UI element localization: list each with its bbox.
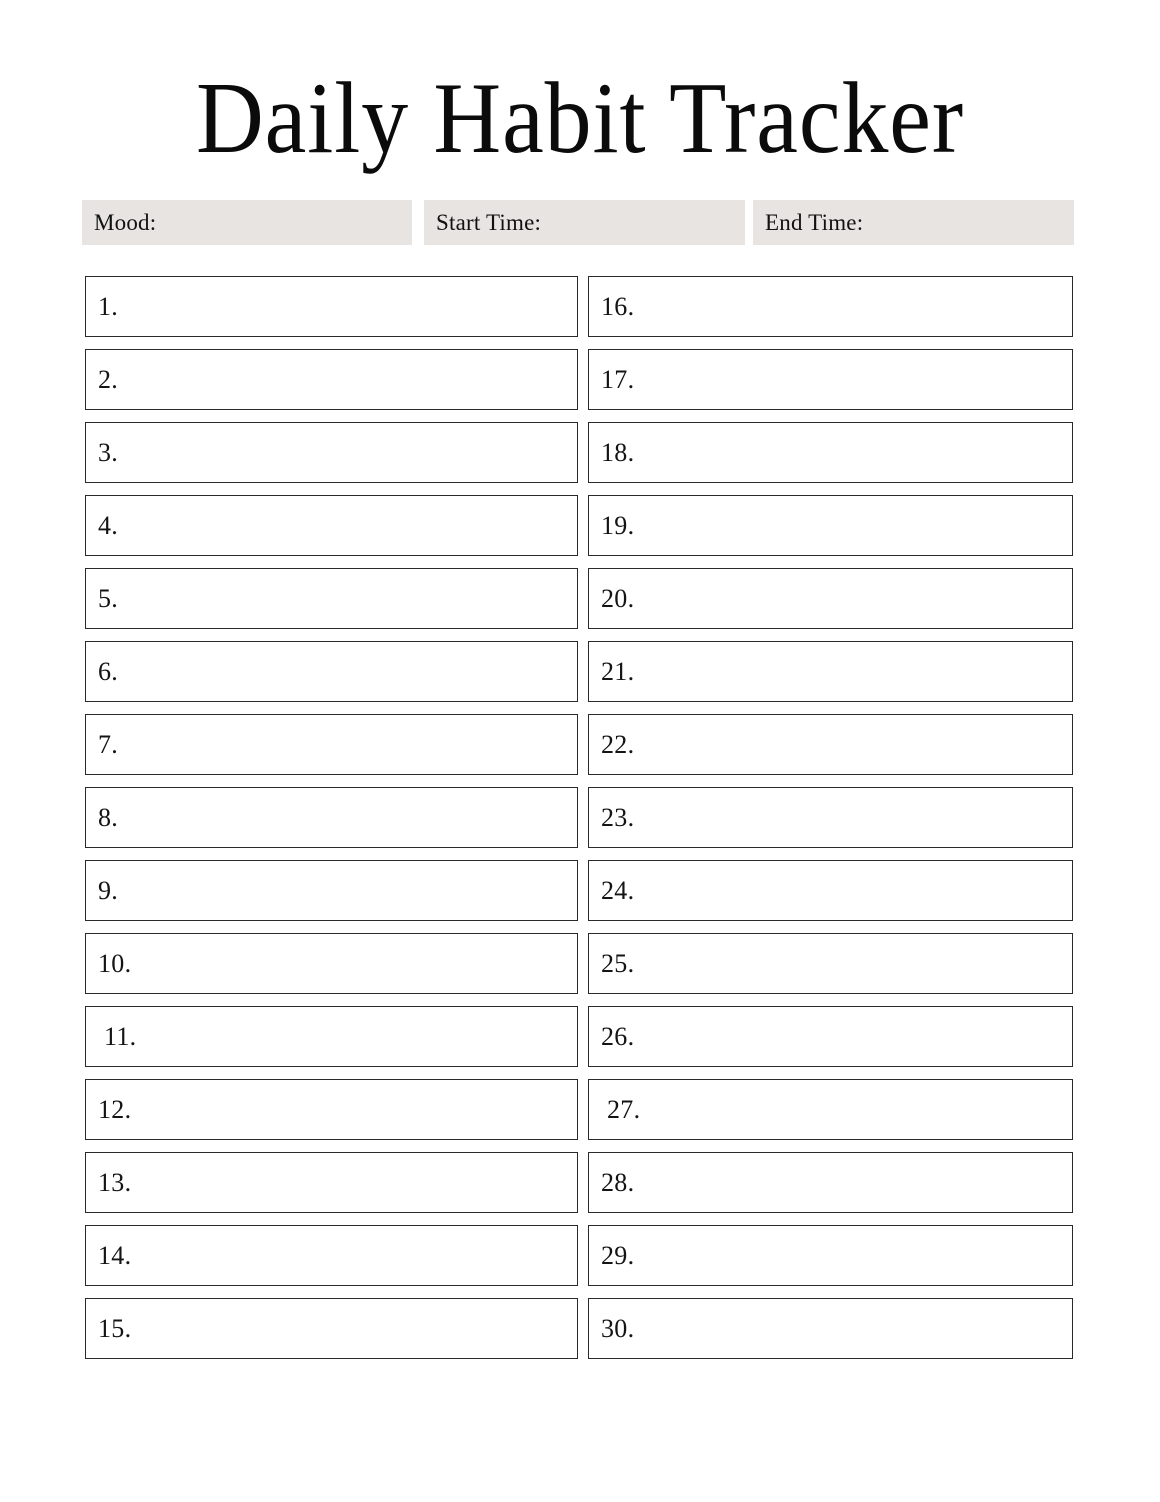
habit-number-10: 10.: [98, 948, 132, 978]
habit-number-19: 19.: [601, 510, 635, 540]
habit-number-16: 16.: [601, 291, 635, 321]
habit-number-24: 24.: [601, 875, 635, 905]
mood-field-label: Mood:: [94, 210, 157, 235]
habit-row: [85, 860, 1073, 921]
habit-entry-28[interactable]: [588, 1152, 1073, 1213]
habit-number-5: 5.: [98, 583, 119, 613]
habit-entry-6[interactable]: [85, 641, 578, 702]
habit-entry-14[interactable]: [85, 1225, 578, 1286]
habit-entry-16[interactable]: [588, 276, 1073, 337]
habit-row: [85, 276, 1073, 337]
habit-entry-15[interactable]: [85, 1298, 578, 1359]
habit-number-22: 22.: [601, 729, 635, 759]
habit-number-20: 20.: [601, 583, 635, 613]
start-time-field[interactable]: [424, 200, 745, 245]
habit-number-14: 14.: [98, 1240, 132, 1270]
habit-entry-4[interactable]: [85, 495, 578, 556]
habit-number-2: 2.: [98, 364, 119, 394]
habit-number-3: 3.: [98, 437, 119, 467]
habit-number-4: 4.: [98, 510, 119, 540]
end-time-field-label: End Time:: [765, 210, 864, 235]
habit-entry-19[interactable]: [588, 495, 1073, 556]
habit-entry-20[interactable]: [588, 568, 1073, 629]
habit-row: [85, 641, 1073, 702]
habit-number-30: 30.: [601, 1313, 635, 1343]
habit-number-6: 6.: [98, 656, 119, 686]
habit-entry-13[interactable]: [85, 1152, 578, 1213]
habit-row: [85, 422, 1073, 483]
habit-entry-12[interactable]: [85, 1079, 578, 1140]
habit-number-28: 28.: [601, 1167, 635, 1197]
habit-entry-3[interactable]: [85, 422, 578, 483]
habit-number-13: 13.: [98, 1167, 132, 1197]
habit-entry-24[interactable]: [588, 860, 1073, 921]
habit-entry-30[interactable]: [588, 1298, 1073, 1359]
habit-number-29: 29.: [601, 1240, 635, 1270]
habit-entry-9[interactable]: [85, 860, 578, 921]
habit-number-7: 7.: [98, 729, 119, 759]
habit-row: [85, 714, 1073, 775]
habit-number-27: 27.: [607, 1094, 641, 1124]
habit-list-grid: [85, 276, 1073, 1371]
habit-number-25: 25.: [601, 948, 635, 978]
habit-entry-25[interactable]: [588, 933, 1073, 994]
habit-entry-8[interactable]: [85, 787, 578, 848]
habit-number-18: 18.: [601, 437, 635, 467]
habit-row: [85, 1298, 1073, 1359]
habit-row: [85, 1079, 1073, 1140]
habit-number-8: 8.: [98, 802, 119, 832]
header-fields-row: [82, 200, 1074, 245]
habit-entry-11[interactable]: [85, 1006, 578, 1067]
habit-row: [85, 933, 1073, 994]
habit-entry-27[interactable]: [588, 1079, 1073, 1140]
mood-field[interactable]: [82, 200, 412, 245]
habit-entry-1[interactable]: [85, 276, 578, 337]
habit-row: [85, 349, 1073, 410]
habit-number-12: 12.: [98, 1094, 132, 1124]
habit-number-1: 1.: [98, 291, 119, 321]
habit-number-17: 17.: [601, 364, 635, 394]
habit-number-9: 9.: [98, 875, 119, 905]
habit-entry-17[interactable]: [588, 349, 1073, 410]
habit-entry-26[interactable]: [588, 1006, 1073, 1067]
habit-number-21: 21.: [601, 656, 635, 686]
habit-number-23: 23.: [601, 802, 635, 832]
habit-entry-10[interactable]: [85, 933, 578, 994]
end-time-field[interactable]: [753, 200, 1074, 245]
habit-entry-23[interactable]: [588, 787, 1073, 848]
habit-row: [85, 568, 1073, 629]
habit-row: [85, 1006, 1073, 1067]
habit-entry-7[interactable]: [85, 714, 578, 775]
habit-row: [85, 1152, 1073, 1213]
habit-entry-21[interactable]: [588, 641, 1073, 702]
habit-entry-22[interactable]: [588, 714, 1073, 775]
start-time-field-label: Start Time:: [436, 210, 542, 235]
habit-row: [85, 495, 1073, 556]
habit-number-11: 11.: [104, 1021, 137, 1051]
habit-entry-5[interactable]: [85, 568, 578, 629]
habit-row: [85, 1225, 1073, 1286]
habit-entry-29[interactable]: [588, 1225, 1073, 1286]
page-title: Daily Habit Tracker: [195, 62, 965, 175]
habit-entry-18[interactable]: [588, 422, 1073, 483]
habit-number-15: 15.: [98, 1313, 132, 1343]
habit-row: [85, 787, 1073, 848]
habit-number-26: 26.: [601, 1021, 635, 1051]
habit-entry-2[interactable]: [85, 349, 578, 410]
